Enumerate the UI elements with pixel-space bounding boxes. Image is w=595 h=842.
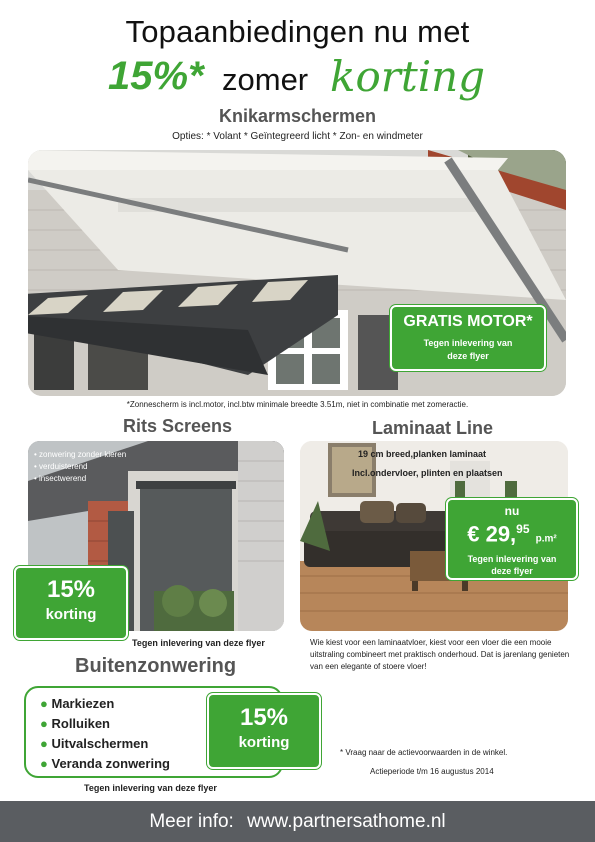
buiten-caption: Tegen inlevering van deze flyer <box>84 783 217 793</box>
bullet-icon: ● <box>40 736 48 751</box>
options-line: Opties: * Volant * Geïntegreerd licht * Zon- en windmeter <box>172 131 423 142</box>
section-title-knikarmschermen: Knikarmschermen <box>218 106 377 126</box>
gratis-motor-title: GRATIS MOTOR* <box>403 313 533 330</box>
rits-discount-badge <box>14 566 128 640</box>
gratis-motor-sub: Tegen inlevering van deze flyer <box>423 338 513 361</box>
rits-feature-list <box>34 449 126 485</box>
rits-feature-item: • zonwering zonder kieren <box>34 450 127 459</box>
price-value <box>448 518 576 550</box>
footer-bar <box>0 801 595 842</box>
footer-label: Meer info: <box>149 811 234 832</box>
section-title-rits-screens: Rits Screens <box>123 416 233 436</box>
buiten-discount-word: korting <box>238 734 290 751</box>
section-title-buitenzonwering: Buitenzonwering <box>75 655 237 677</box>
rits-discount-percent: 15% <box>46 576 96 603</box>
list-item-label: Veranda zonwering <box>51 756 170 771</box>
terms-line-1: * Vraag naar de actievoorwaarden in de winkel. <box>340 748 508 757</box>
rits-caption: Tegen inlevering van deze flyer <box>132 638 265 648</box>
rits-feature-text: zonwering zonder kieren <box>39 450 127 459</box>
list-item-label: Markiezen <box>51 696 115 711</box>
awning-photo <box>28 150 566 396</box>
headline-percent: 15%* <box>108 54 204 98</box>
rits-discount-word: korting <box>45 606 97 623</box>
footer-url-link[interactable]: www.partnersathome.nl <box>247 811 446 832</box>
laminaat-spec-1: 19 cm breed,planken laminaat <box>358 449 487 459</box>
price-prefix: nu <box>504 504 520 518</box>
rits-feature-text: verduisterend <box>39 462 88 471</box>
price-cents: 95 <box>516 522 530 536</box>
laminaat-spec-2: Incl.ondervloer, plinten en plaatsen <box>352 468 503 478</box>
list-item-label: Rolluiken <box>51 716 110 731</box>
rits-feature-item: • verduisterend <box>34 462 88 471</box>
price-main: € 29, <box>467 521 517 547</box>
buiten-discount-badge <box>207 693 321 769</box>
footer-info <box>0 801 595 842</box>
awning-footnote: *Zonnescherm is incl.motor, incl.btw minimale breedte 3.51m, niet in combinatie met zomeractie. <box>126 400 469 409</box>
terms-line-2: Actieperiode t/m 16 augustus 2014 <box>370 767 494 776</box>
bullet-icon: ● <box>40 696 48 711</box>
buiten-discount-percent: 15% <box>239 704 289 731</box>
bullet-icon: ● <box>40 716 48 731</box>
headline-korting: korting <box>330 52 486 101</box>
laminaat-price-badge <box>446 498 578 580</box>
rits-feature-text: insectwerend <box>39 474 87 483</box>
headline: Topaanbiedingen nu met <box>125 14 470 49</box>
laminaat-description: Wie kiest voor een laminaatvloer, kiest voor een vloer die een mooie uitstraling combineert met praktisch onderhoud. Dat is jarenlang genieten van een elegante of stoere vloer! <box>310 638 570 671</box>
rits-feature-item: • insectwerend <box>34 474 87 483</box>
list-item-label: Uitvalschermen <box>51 736 149 751</box>
gratis-motor-badge <box>390 305 546 371</box>
price-sub: Tegen inlevering van deze flyer <box>467 554 557 577</box>
section-title-laminaat-line: Laminaat Line <box>372 418 494 438</box>
headline-zomer: zomer <box>222 62 309 97</box>
bullet-icon: ● <box>40 756 48 771</box>
price-unit: p.m² <box>535 533 557 545</box>
